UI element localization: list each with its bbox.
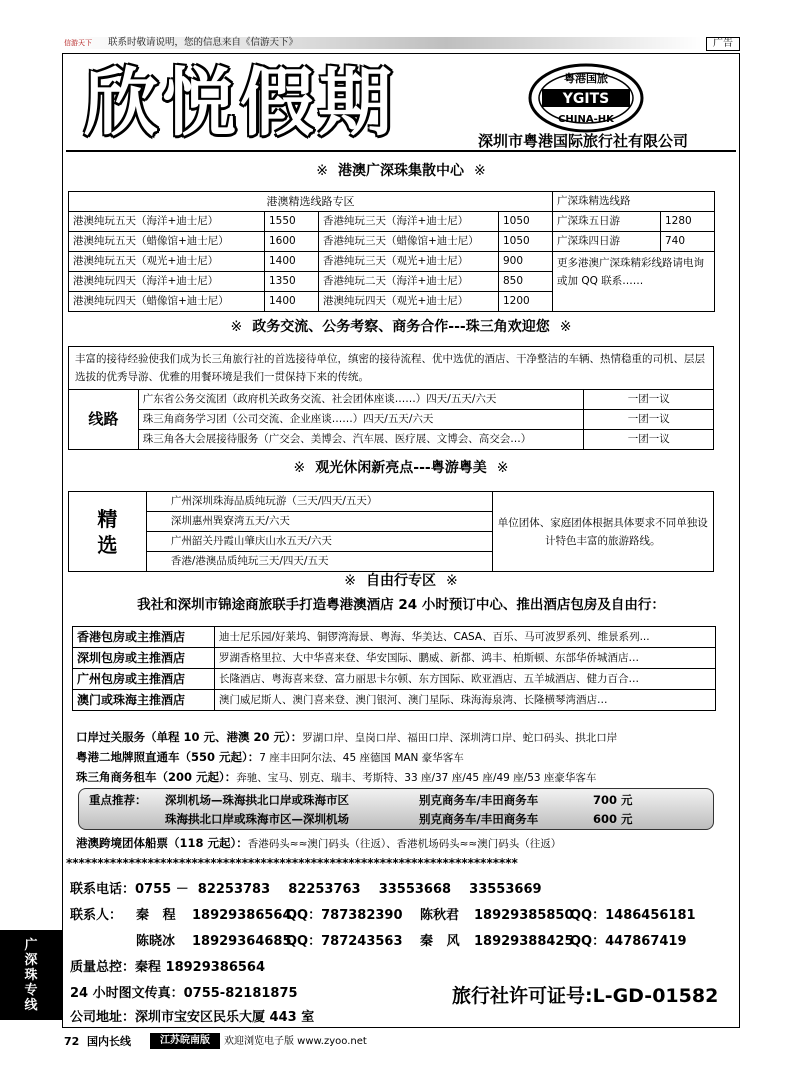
address-line: 公司地址：深圳市宝安区民乐大厦 443 室 bbox=[70, 1010, 315, 1025]
table-row: 珠三角商务学习团（公司交流、企业座谈……）四天/五天/六天 一团一议 bbox=[69, 410, 714, 430]
seal-bottom-text: CHINA-HK bbox=[558, 114, 614, 125]
table-row: 港澳纯玩四天（海洋+迪士尼） 1350 香港纯玩二天（海洋+迪士尼） 850 bbox=[69, 272, 715, 292]
rec2-route: 珠海拱北口岸或珠海市区—深圳机场 bbox=[165, 812, 349, 826]
contact-row-1: 联系人： 秦 程 18929386564 QQ：787382390 陈秋君 18929385850 QQ：1486456181 bbox=[70, 908, 696, 923]
table-row: 港澳纯玩五天（海洋+迪士尼） 1550 香港纯玩三天（海洋+迪士尼） 1050 广深珠五日游 1280 bbox=[69, 212, 715, 232]
star-divider: ************************************************************************ bbox=[66, 856, 518, 870]
top-bar bbox=[0, 0, 800, 52]
table-row: 广州包房或主推酒店 长隆酒店、粤海喜来登、富力丽思卡尔顿、东方国际、欧亚酒店、五羊城酒店、健力百合… bbox=[73, 669, 716, 690]
page-number: 72 国内长线 bbox=[64, 1035, 131, 1048]
website-link[interactable]: 欢迎浏览电子版 www.zyoo.net bbox=[224, 1036, 367, 1047]
gov-route-table bbox=[68, 389, 714, 450]
table-row: 深圳惠州巽寮湾五天/六天 bbox=[69, 512, 714, 532]
table-row: 港澳纯玩五天（蜡像馆+迪士尼） 1600 香港纯玩三天（蜡像馆+迪士尼） 1050 广深珠四日游 740 bbox=[69, 232, 715, 252]
port-service-line: 口岸过关服务（单程 10 元、港澳 20 元）：罗湖口岸、皇岗口岸、福田口岸、深圳湾口岸、蛇口码头、拱北口岸 bbox=[76, 730, 618, 744]
publisher-logo: 信游天下 bbox=[64, 39, 92, 47]
company-seal-icon bbox=[526, 62, 646, 134]
quality-control: 质量总控：秦程 18929386564 bbox=[70, 960, 266, 975]
section-hub-title: ※ 港澳广深珠集散中心 ※ bbox=[316, 163, 486, 179]
rec2-price: 600 元 bbox=[593, 812, 633, 826]
hkmo-routes-header: 港澳精选线路专区 bbox=[69, 192, 553, 212]
phone-line: 联系电话：0755 － 82253783 82253763 33553668 33553669 bbox=[70, 882, 542, 897]
leisure-note: 单位团体、家庭团体根据具体要求不同单独设计特色丰富的旅游路线。 bbox=[492, 492, 713, 572]
table-row: 香港包房或主推酒店 迪士尼乐园/好莱坞、铜锣湾海景、粤海、华美达、CASA、百乐、马可波罗系列、维景系列... bbox=[73, 627, 716, 648]
table-row: 精 选 广州深圳珠海品质纯玩游（三天/四天/五天） 单位团体、家庭团体根据具体要求不同单独设计特色丰富的旅游路线。 bbox=[69, 492, 714, 512]
table-row: 香港/港澳品质纯玩三天/四天/五天 bbox=[69, 552, 714, 572]
gov-intro: 丰富的接待经验使我们成为长三角旅行社的首选接待单位，缜密的接待流程、优中选优的酒店、干净整洁的车辆、热情稳重的司机、层层选拔的优秀导游、优雅的用餐环境是我们一贯保持下来的传统。 bbox=[68, 346, 714, 389]
rec2-car: 别克商务车/丰田商务车 bbox=[419, 812, 539, 826]
seal-mid-text: YGITS bbox=[562, 91, 610, 107]
rec1-price: 700 元 bbox=[593, 793, 633, 807]
table-row: 珠三角各大会展接待服务（广交会、美博会、汽车展、医疗展、文博会、高交会…） 一团一议 bbox=[69, 430, 714, 450]
fax-line: 24 小时图文传真：0755-82181875 bbox=[70, 986, 298, 1001]
section-gov-title: ※ 政务交流、公务考察、商务合作---珠三角欢迎您 ※ bbox=[230, 319, 572, 335]
table-row: 港澳纯玩四天（蜡像馆+迪士尼） 1400 港澳纯玩四天（观光+迪士尼） 1200 bbox=[69, 292, 715, 312]
table-row: 线路 广东省公务交流团（政府机关政务交流、社会团体座谈……）四天/五天/六天 一团一议 bbox=[69, 390, 714, 410]
table-row: 港澳纯玩五天（观光+迪士尼） 1400 香港纯玩三天（观光+迪士尼） 900 更多港澳广深珠精彩线路请电询或加 QQ 联系…… bbox=[69, 252, 715, 272]
ferry-ticket-line: 港澳跨境团体船票（118 元起）：香港码头≈≈澳门码头（往返）、香港机场码头≈≈澳门码头（往返） bbox=[76, 836, 562, 850]
side-section-tab: 广 深 珠 专 线 bbox=[0, 930, 62, 1020]
table-row: 深圳包房或主推酒店 罗湖香格里拉、大中华喜来登、华安国际、鹏威、新都、鸿丰、柏斯顿、东部华侨城酒店… bbox=[73, 648, 716, 669]
free-travel-intro: 我社和深圳市锦途商旅联手打造粤港澳酒店 24 小时预订中心、推出酒店包房及自由行： bbox=[137, 597, 665, 613]
ad-tag: 广告 bbox=[706, 37, 740, 51]
section-free-title: ※ 自由行专区 ※ bbox=[344, 573, 458, 589]
rec1-car: 别克商务车/丰田商务车 bbox=[419, 793, 539, 807]
route-price-table bbox=[68, 191, 715, 312]
through-bus-line: 粤港二地牌照直通车（550 元起）：7 座丰田阿尔法、45 座德国 MAN 豪华客车 bbox=[76, 750, 464, 764]
company-name: 深圳市粤港国际旅行社有限公司 bbox=[478, 132, 689, 150]
section-leisure-title: ※ 观光休闲新亮点---粤游粤美 ※ bbox=[293, 460, 509, 476]
recommendation-box bbox=[78, 788, 714, 830]
table-row: 广州韶关丹霞山肇庆山水五天/六天 bbox=[69, 532, 714, 552]
hotel-table bbox=[72, 626, 716, 711]
edition-badge: 江苏皖南版 bbox=[150, 1033, 220, 1049]
contact-note: 联系时敬请说明，您的信息来自《信游天下》 bbox=[108, 37, 299, 48]
leisure-table bbox=[68, 491, 714, 572]
table-row: 澳门或珠海主推酒店 澳门威尼斯人、澳门喜来登、澳门银河、澳门星际、珠海海泉湾、长隆横琴湾酒店… bbox=[73, 690, 716, 711]
rec1-route: 深圳机场—珠海拱北口岸或珠海市区 bbox=[165, 793, 349, 807]
brand-title: 欣悦假期 bbox=[84, 60, 396, 146]
gdsz-routes-header: 广深珠精选线路 bbox=[553, 192, 715, 212]
leisure-label-2: 选 bbox=[97, 532, 118, 557]
gdsz-more-note: 更多港澳广深珠精彩线路请电询或加 QQ 联系…… bbox=[553, 252, 715, 312]
car-rental-line: 珠三角商务租车（200 元起）：奔驰、宝马、别克、瑞丰、考斯特、33 座/37 座/45 座/49 座/53 座豪华客车 bbox=[76, 770, 597, 784]
leisure-label-1: 精 bbox=[97, 506, 118, 531]
rec-label: 重点推荐： bbox=[89, 793, 147, 807]
page-footer bbox=[0, 1032, 800, 1052]
header-rule bbox=[66, 150, 736, 152]
seal-top-text: 粤港国旅 bbox=[564, 72, 608, 85]
license-number: 旅行社许可证号:L-GD-01582 bbox=[452, 985, 719, 1007]
gov-box bbox=[68, 346, 714, 450]
gov-route-label: 线路 bbox=[69, 390, 139, 450]
